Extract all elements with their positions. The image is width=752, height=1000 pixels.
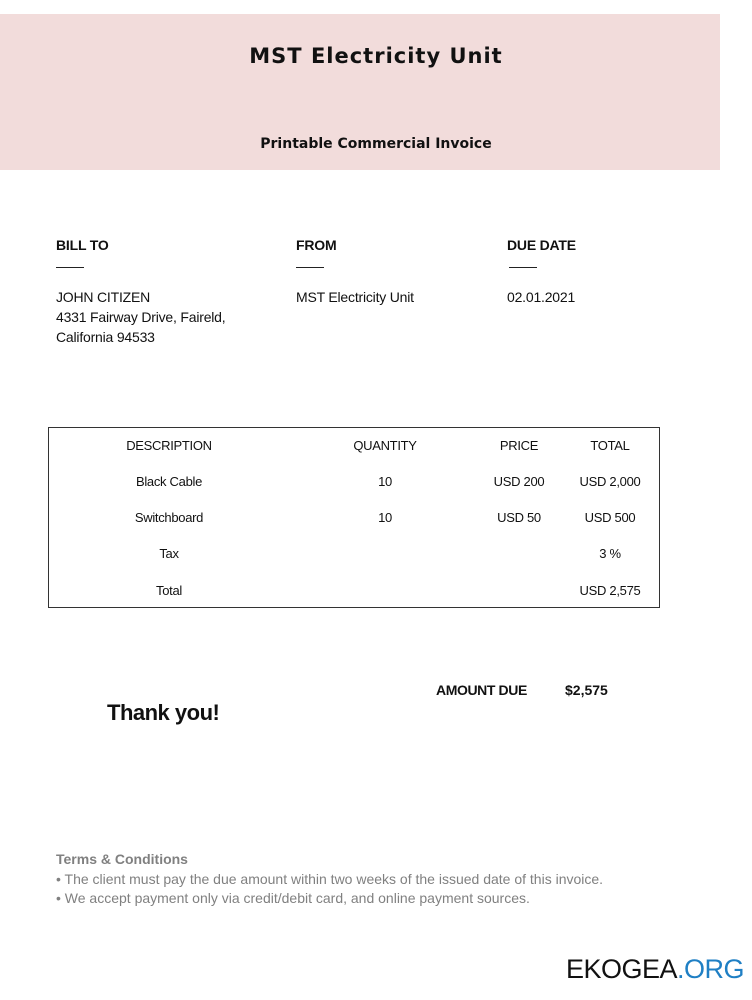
header-description: DESCRIPTION [126,438,212,453]
row-2-price: USD 50 [497,510,541,525]
row-2-total: USD 500 [584,510,636,525]
document-subtitle: Printable Commercial Invoice [260,136,492,152]
bill-to-divider [56,267,84,268]
watermark-main-text: EKOGEA [566,954,678,984]
amount-due-label: AMOUNT DUE [436,682,527,698]
watermark-logo [566,954,744,985]
bill-to-name: JOHN CITIZEN [56,289,151,305]
due-date-heading: DUE DATE [507,237,576,253]
row-1-quantity: 10 [378,474,392,489]
terms-line-2: • We accept payment only via credit/debit card, and online payment sources. [56,890,530,906]
watermark-accent-text: .ORG [677,954,745,984]
from-divider [296,267,324,268]
thank-you-message: Thank you! [107,700,220,725]
header-price: PRICE [499,438,539,453]
from-heading: FROM [296,237,337,253]
tax-value: 3 % [599,546,621,561]
from-name: MST Electricity Unit [296,289,414,305]
row-1-price: USD 200 [493,474,545,489]
terms-title: Terms & Conditions [56,851,188,867]
bill-to-address-line1: 4331 Fairway Drive, Faireld, [56,309,226,325]
amount-due-value: $2,575 [565,682,608,698]
row-1-total: USD 2,000 [579,474,641,489]
bill-to-heading: BILL TO [56,237,109,253]
row-1-description: Black Cable [135,474,203,489]
grand-total-label: Total [156,583,182,598]
due-date-value: 02.01.2021 [507,289,576,305]
bill-to-block [56,287,225,347]
header-total: TOTAL [590,438,630,453]
row-2-quantity: 10 [378,510,392,525]
terms-line-1: • The client must pay the due amount within two weeks of the issued date of this invoice. [56,871,604,887]
items-table [48,427,660,608]
tax-label: Tax [159,546,179,561]
grand-total-value: USD 2,575 [579,583,641,598]
due-date-divider [509,267,537,268]
row-2-description: Switchboard [134,510,204,525]
header-quantity: QUANTITY [353,438,417,453]
bill-to-address-line2: California 94533 [56,329,155,345]
company-title: MST Electricity Unit [249,44,503,68]
